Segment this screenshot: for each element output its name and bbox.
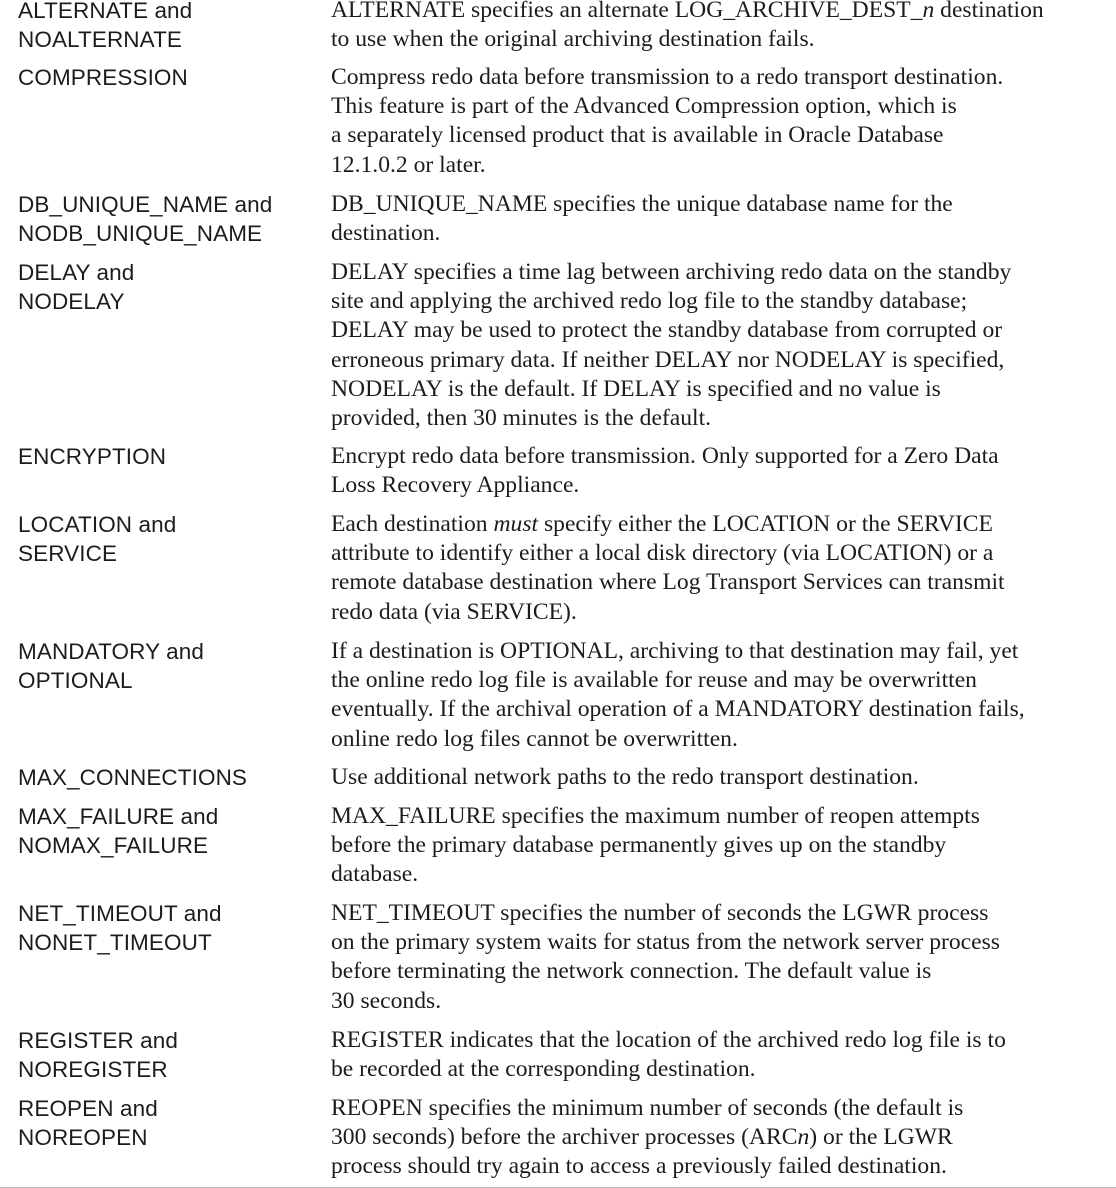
description-text: Encrypt redo data before transmission. Only supported for a Zero Data xyxy=(331,443,999,469)
description-text: Each destination xyxy=(331,511,494,537)
description-text: a separately licensed product that is available in Oracle Database xyxy=(331,122,944,149)
description-text: online redo log files cannot be overwritten. xyxy=(331,725,738,752)
table-row xyxy=(18,1026,1110,1084)
description-text: MAX_FAILURE specifies the maximum number of reopen attempts xyxy=(331,803,980,829)
term-line: NOREOPEN xyxy=(18,1125,148,1151)
term-line: NET_TIMEOUT and xyxy=(18,901,222,926)
term-line: REGISTER and xyxy=(18,1028,179,1053)
description-line xyxy=(331,763,1110,792)
description-line xyxy=(331,287,1110,316)
description-text: provided, then 30 minutes is the default. xyxy=(331,405,712,432)
description-text: 300 seconds) before the archiver processes (ARC xyxy=(331,1124,798,1151)
description-line xyxy=(331,539,1110,568)
table-row xyxy=(18,1094,1110,1182)
term-line: MAX_FAILURE and xyxy=(18,804,219,829)
attribute-term xyxy=(18,1094,331,1152)
description-line xyxy=(331,92,1110,121)
table-row xyxy=(18,190,1110,248)
description-text: the online redo log file is available for reuse and may be overwritten xyxy=(331,667,977,694)
italic-text: n xyxy=(797,1124,810,1151)
description-text: process should try again to access a previously failed destination. xyxy=(331,1153,947,1180)
description-line xyxy=(331,928,1110,957)
description-text: destination xyxy=(934,0,1044,23)
description-line xyxy=(331,63,1110,92)
description-line xyxy=(331,598,1110,627)
description-line xyxy=(331,316,1110,345)
attribute-description xyxy=(331,63,1110,180)
description-line xyxy=(331,346,1110,375)
term-line: NOREGISTER xyxy=(18,1057,168,1083)
description-text: NET_TIMEOUT specifies the number of seconds the LGWR process xyxy=(331,900,989,926)
attribute-term xyxy=(18,258,331,316)
attribute-term xyxy=(18,763,331,792)
description-line xyxy=(331,568,1110,597)
description-line xyxy=(331,190,1110,219)
description-line xyxy=(331,0,1110,25)
attribute-description xyxy=(331,442,1110,500)
attribute-term xyxy=(18,442,331,471)
description-line xyxy=(331,695,1110,724)
term-line: REOPEN and xyxy=(18,1096,158,1121)
description-text: site and applying the archived redo log file to the standby database; xyxy=(331,288,968,315)
description-text: database. xyxy=(331,861,419,888)
attribute-term xyxy=(18,510,331,568)
term-line: NONET_TIMEOUT xyxy=(18,930,212,956)
description-line xyxy=(331,637,1110,666)
description-text: Use additional network paths to the redo transport destination. xyxy=(331,764,919,790)
term-line: LOCATION and xyxy=(18,512,177,537)
description-line xyxy=(331,957,1110,986)
description-text: before terminating the network connection. The default value is xyxy=(331,958,932,985)
description-text: before the primary database permanently gives up on the standby xyxy=(331,832,947,859)
description-text: DELAY specifies a time lag between archiving redo data on the standby xyxy=(331,259,1012,285)
attribute-description xyxy=(331,637,1110,754)
description-text: 30 seconds. xyxy=(331,987,442,1014)
attribute-description xyxy=(331,510,1110,627)
description-line xyxy=(331,725,1110,754)
term-line: ENCRYPTION xyxy=(18,444,167,469)
description-text: on the primary system waits for status from the network server process xyxy=(331,929,1000,956)
description-text: REGISTER indicates that the location of the archived redo log file is to xyxy=(331,1027,1006,1053)
description-text: DELAY may be used to protect the standby database from corrupted or xyxy=(331,317,1003,344)
description-text: specify either the LOCATION or the SERVICE xyxy=(538,511,993,537)
attribute-description xyxy=(331,1094,1110,1182)
table-row xyxy=(18,63,1110,180)
term-line: NODELAY xyxy=(18,289,125,315)
description-line xyxy=(331,1123,1110,1152)
attribute-description xyxy=(331,190,1110,248)
attribute-term xyxy=(18,1026,331,1084)
description-text: be recorded at the corresponding destination. xyxy=(331,1056,756,1083)
term-line: ALTERNATE and xyxy=(18,0,193,23)
description-text: eventually. If the archival operation of a MANDATORY destination fails, xyxy=(331,696,1025,723)
description-text: 12.1.0.2 or later. xyxy=(331,151,486,178)
term-line: MAX_CONNECTIONS xyxy=(18,765,248,790)
description-text: ) or the LGWR xyxy=(809,1124,953,1151)
description-text: ALTERNATE specifies an alternate LOG_ARCHIVE_DEST_ xyxy=(331,0,923,23)
description-text: If a destination is OPTIONAL, archiving to that destination may fail, yet xyxy=(331,638,1019,664)
description-line xyxy=(331,375,1110,404)
term-line: COMPRESSION xyxy=(18,65,188,90)
description-line xyxy=(331,666,1110,695)
description-line xyxy=(331,219,1110,248)
attribute-term xyxy=(18,802,331,860)
table-row xyxy=(18,763,1110,792)
attribute-description xyxy=(331,1026,1110,1084)
italic-text: must xyxy=(493,511,539,537)
attribute-description xyxy=(331,258,1110,433)
table-row xyxy=(18,0,1110,54)
description-text: Loss Recovery Appliance. xyxy=(331,472,580,499)
term-line: DELAY and xyxy=(18,260,135,285)
term-line: NOMAX_FAILURE xyxy=(18,833,209,859)
attribute-term xyxy=(18,63,331,92)
italic-text: n xyxy=(922,0,935,23)
description-line xyxy=(331,25,1110,54)
term-line: NODB_UNIQUE_NAME xyxy=(18,221,263,247)
description-line xyxy=(331,1026,1110,1055)
description-text: remote database destination where Log Transport Services can transmit xyxy=(331,569,1005,596)
attribute-term xyxy=(18,190,331,248)
description-text: destination. xyxy=(331,220,441,247)
description-line xyxy=(331,860,1110,889)
description-line xyxy=(331,1094,1110,1123)
attribute-term xyxy=(18,899,331,957)
table-row xyxy=(18,258,1110,433)
description-line xyxy=(331,899,1110,928)
description-line xyxy=(331,471,1110,500)
term-line: MANDATORY and xyxy=(18,639,204,664)
attribute-description xyxy=(331,899,1110,1016)
attribute-term xyxy=(18,0,331,54)
table-row xyxy=(18,802,1110,890)
description-text: redo data (via SERVICE). xyxy=(331,598,577,625)
description-line xyxy=(331,258,1110,287)
description-text: REOPEN specifies the minimum number of seconds (the default is xyxy=(331,1095,964,1121)
description-line xyxy=(331,442,1110,471)
description-line xyxy=(331,831,1110,860)
description-text: erroneous primary data. If neither DELAY nor NODELAY is specified, xyxy=(331,346,1005,373)
description-line xyxy=(331,802,1110,831)
table-row xyxy=(18,899,1110,1016)
table-row xyxy=(18,637,1110,754)
term-line: SERVICE xyxy=(18,541,118,567)
description-line xyxy=(331,510,1110,539)
term-line: OPTIONAL xyxy=(18,668,133,694)
description-text: attribute to identify either a local disk directory (via LOCATION) or a xyxy=(331,540,994,567)
table-row xyxy=(18,442,1110,500)
description-text: Compress redo data before transmission to a redo transport destination. xyxy=(331,64,1004,90)
term-line: DB_UNIQUE_NAME and xyxy=(18,192,273,217)
description-text: This feature is part of the Advanced Compression option, which is xyxy=(331,93,957,120)
attribute-term xyxy=(18,637,331,695)
term-line: NOALTERNATE xyxy=(18,27,183,53)
description-line xyxy=(331,987,1110,1016)
table-row xyxy=(18,510,1110,627)
description-text: DB_UNIQUE_NAME specifies the unique database name for the xyxy=(331,191,953,217)
attribute-description xyxy=(331,763,1110,792)
description-line xyxy=(331,1152,1110,1181)
description-line xyxy=(331,1055,1110,1084)
attribute-description xyxy=(331,0,1110,54)
description-line xyxy=(331,151,1110,180)
attribute-description xyxy=(331,802,1110,890)
description-text: to use when the original archiving destination fails. xyxy=(331,26,815,53)
description-text: NODELAY is the default. If DELAY is specified and no value is xyxy=(331,375,941,402)
description-line xyxy=(331,121,1110,150)
description-line xyxy=(331,404,1110,433)
